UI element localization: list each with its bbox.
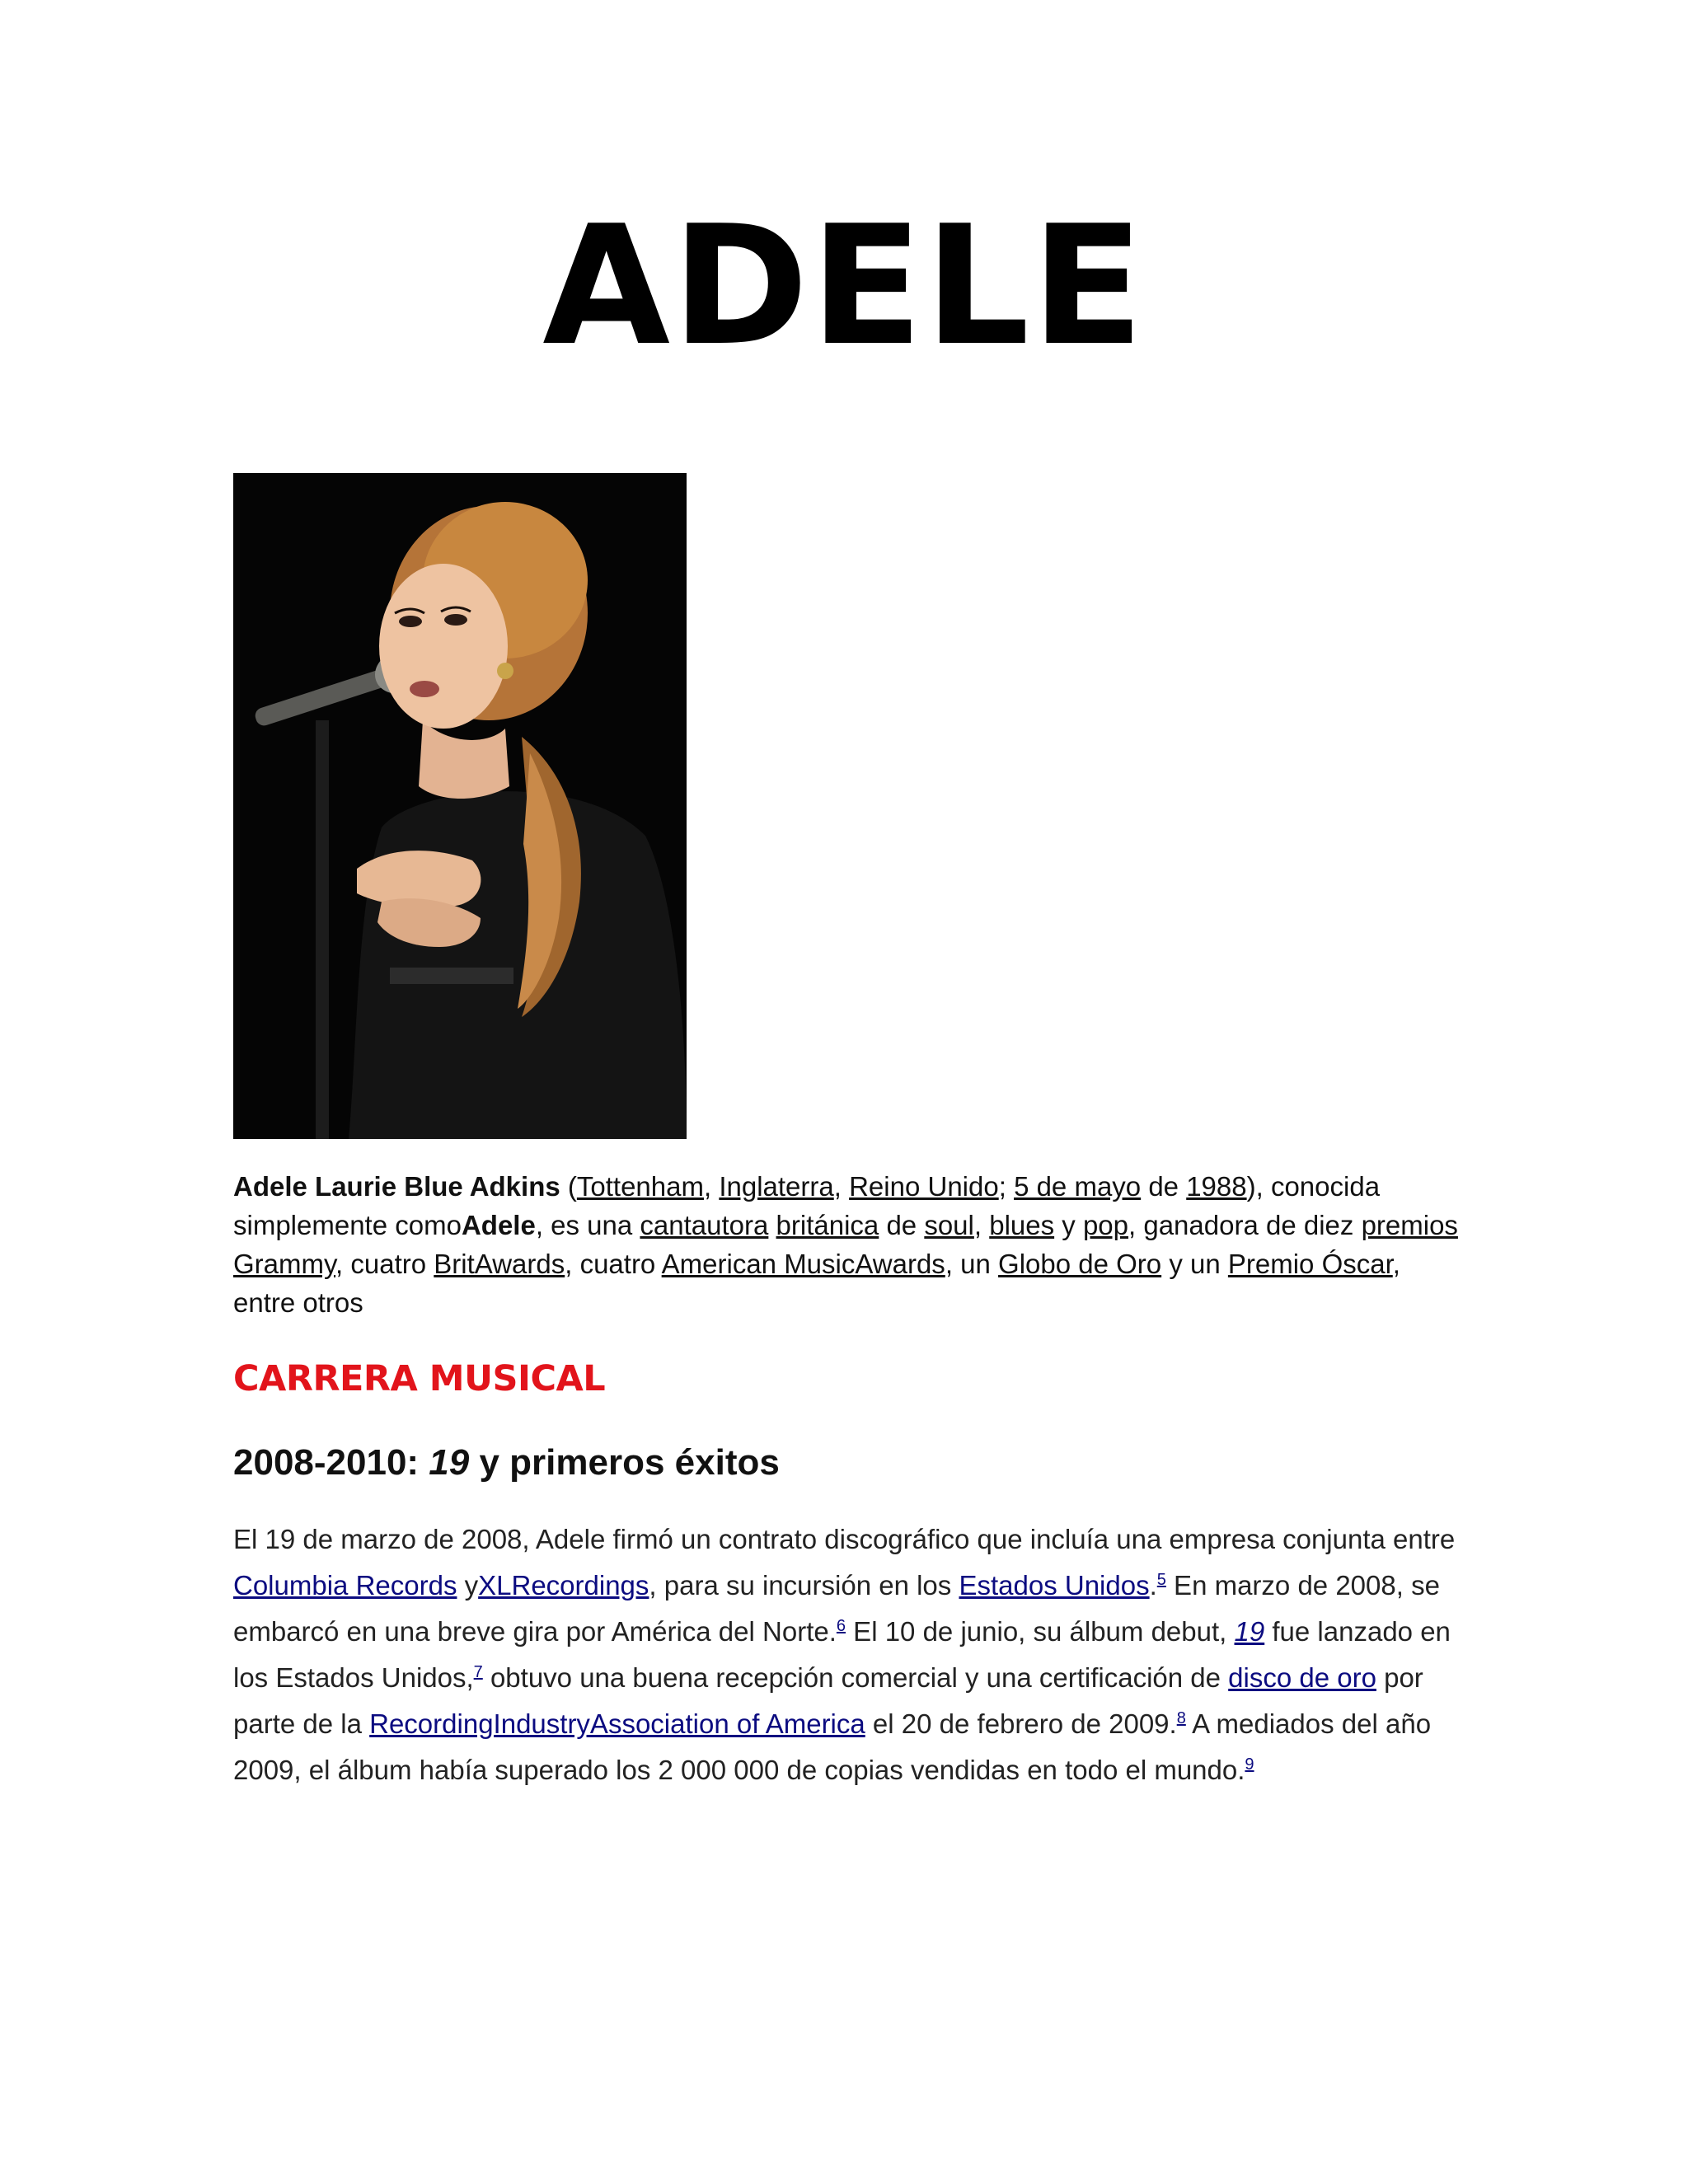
body-text: El 19 de marzo de 2008, Adele firmó un contrato discográfico que incluía una empresa conjunta entre	[233, 1524, 1456, 1554]
link-cantautora[interactable]: cantautora	[640, 1210, 769, 1240]
intro-text: , un	[945, 1249, 999, 1279]
intro-text: ,	[833, 1171, 850, 1202]
intro-text: de	[1141, 1171, 1187, 1202]
ref-link-7[interactable]: 7	[473, 1663, 483, 1681]
intro-text: y	[1054, 1210, 1083, 1240]
link-xl-recordings[interactable]: XLRecordings	[478, 1570, 649, 1601]
portrait-illustration	[233, 473, 687, 1139]
page-title: ADELE	[542, 190, 1146, 382]
intro-text	[768, 1210, 776, 1240]
link-estados-unidos[interactable]: Estados Unidos	[959, 1570, 1150, 1601]
album-19-italic: 19	[1234, 1616, 1265, 1647]
body-text: El 10 de junio, su álbum debut,	[846, 1616, 1235, 1647]
link-globo-de-oro[interactable]: Globo de Oro	[998, 1249, 1162, 1279]
link-inglaterra[interactable]: Inglaterra	[719, 1171, 834, 1202]
ref-link-6[interactable]: 6	[836, 1617, 846, 1635]
link-columbia-records[interactable]: Columbia Records	[233, 1570, 457, 1601]
body-text: En marzo de 2008, se embarcó en una breve gira por América del Norte.	[233, 1570, 1440, 1647]
section-heading: CARRERA MUSICAL	[233, 1358, 606, 1399]
body-text: fue lanzado en los Estados Unidos,	[233, 1616, 1451, 1693]
ref-link-5[interactable]: 5	[1156, 1571, 1166, 1589]
link-reino-unido[interactable]: Reino Unido	[849, 1171, 999, 1202]
adele-portrait-image	[233, 473, 687, 1139]
reference-6	[837, 1617, 846, 1635]
body-text: .	[1149, 1570, 1157, 1601]
link-premio-oscar[interactable]: Premio Óscar	[1227, 1249, 1393, 1279]
intro-text: ;	[998, 1171, 1015, 1202]
intro-text: , entre otros	[233, 1249, 1400, 1318]
intro-text: , cuatro	[335, 1249, 434, 1279]
intro-text: ), conocida simplemente como	[233, 1171, 1381, 1240]
intro-text: , es una	[535, 1210, 640, 1240]
reference-5	[1157, 1571, 1166, 1589]
body-text: por parte de la	[233, 1662, 1423, 1739]
reference-8	[1177, 1709, 1186, 1727]
link-tottenham[interactable]: Tottenham	[576, 1171, 704, 1202]
intro-text: , ganadora de diez	[1128, 1210, 1362, 1240]
intro-text: y un	[1161, 1249, 1228, 1279]
intro-text: , cuatro	[565, 1249, 662, 1279]
link-album-19[interactable]	[1235, 1616, 1265, 1647]
body-text: y	[457, 1570, 479, 1601]
sub-heading-album: 19	[429, 1442, 470, 1483]
intro-text: ,	[973, 1210, 990, 1240]
intro-text: de	[879, 1210, 925, 1240]
ref-link-8[interactable]: 8	[1176, 1709, 1186, 1727]
link-riaa[interactable]: RecordingIndustryAssociation of America	[369, 1708, 865, 1739]
link-premios-grammy[interactable]: premios Grammy	[233, 1210, 1458, 1279]
link-disco-de-oro[interactable]: disco de oro	[1228, 1662, 1376, 1693]
link-britanica[interactable]: británica	[776, 1210, 879, 1240]
sub-heading	[233, 1442, 780, 1483]
intro-text: ,	[703, 1171, 720, 1202]
intro-paragraph	[233, 1167, 1470, 1322]
body-text: obtuvo una buena recepción comercial y una certificación de	[482, 1662, 1229, 1693]
sub-heading-years: 2008-2010:	[233, 1442, 429, 1483]
ref-link-9[interactable]: 9	[1245, 1755, 1254, 1774]
sub-heading-rest: y primeros éxitos	[469, 1442, 780, 1483]
link-american-music-awards[interactable]: American MusicAwards	[661, 1249, 945, 1279]
reference-7	[474, 1663, 483, 1681]
link-5-de-mayo[interactable]: 5 de mayo	[1014, 1171, 1142, 1202]
reference-9	[1245, 1755, 1254, 1774]
intro-text: (	[560, 1171, 577, 1202]
full-name: Adele Laurie Blue Adkins	[233, 1171, 560, 1202]
link-1988[interactable]: 1988	[1186, 1171, 1247, 1202]
body-text: el 20 de febrero de 2009.	[865, 1708, 1177, 1739]
adele-bold: Adele	[461, 1210, 536, 1240]
body-text: , para su incursión en los	[649, 1570, 959, 1601]
link-soul[interactable]: soul	[924, 1210, 974, 1240]
body-text: A mediados del año 2009, el álbum había superado los 2 000 000 de copias vendidas en todo el mundo.	[233, 1708, 1432, 1785]
link-pop[interactable]: pop	[1082, 1210, 1129, 1240]
link-britawards[interactable]: BritAwards	[434, 1249, 565, 1279]
career-paragraph	[233, 1516, 1470, 1793]
link-blues[interactable]: blues	[989, 1210, 1055, 1240]
